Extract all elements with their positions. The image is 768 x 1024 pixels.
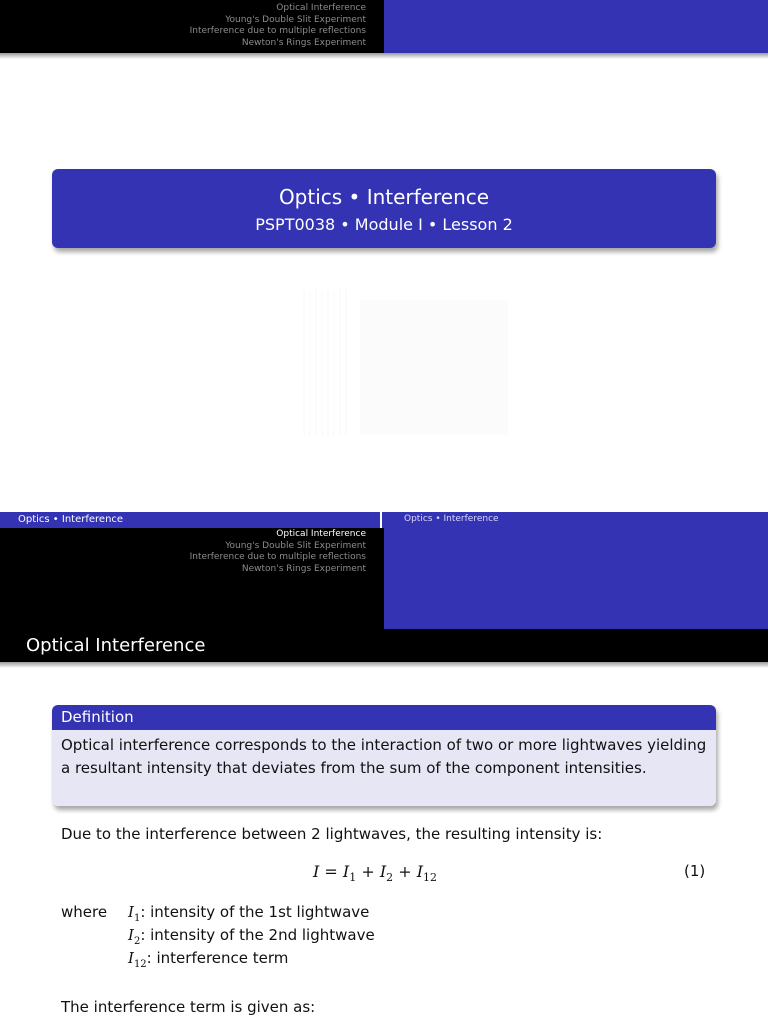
section-navigation bbox=[0, 0, 768, 53]
faint-watermark-logo bbox=[300, 285, 512, 440]
term-row-3 bbox=[128, 947, 288, 976]
outro-text: The interference term is given as: bbox=[61, 998, 316, 1016]
where-label: where bbox=[61, 903, 108, 921]
section-list bbox=[0, 528, 384, 629]
intensity-equation: $I = I_1 + I_2 + I_{12}$ bbox=[313, 862, 438, 885]
section-list bbox=[0, 0, 384, 53]
frame-title-bar bbox=[0, 629, 768, 662]
nav-section-newtons-rings[interactable]: Newton's Rings Experiment bbox=[241, 563, 366, 574]
nav-section-optical-interference[interactable]: Optical Interference bbox=[276, 3, 366, 13]
definition-title: Definition bbox=[52, 705, 716, 730]
nav-section-multiple-reflections[interactable]: Interference due to multiple reflections bbox=[189, 552, 366, 562]
headline-title-right: Optics • Interference bbox=[380, 512, 768, 528]
intro-text: Due to the interference between 2 lightwaves, the resulting intensity is: bbox=[61, 825, 603, 843]
nav-right-panel bbox=[384, 0, 768, 53]
term-desc: : intensity of the 2nd lightwave bbox=[140, 926, 375, 944]
nav-section-youngs-double-slit[interactable]: Young's Double Slit Experiment bbox=[225, 14, 366, 25]
definition-block bbox=[52, 705, 716, 806]
section-navigation bbox=[0, 528, 768, 629]
nav-right-panel bbox=[384, 528, 768, 629]
title-block bbox=[52, 169, 716, 248]
nav-section-youngs-double-slit[interactable]: Young's Double Slit Experiment bbox=[225, 540, 366, 551]
equation-number: (1) bbox=[684, 862, 706, 880]
frame-title-shadow bbox=[0, 662, 768, 668]
term-desc: : intensity of the 1st lightwave bbox=[140, 903, 370, 921]
term-var: $I_2$ bbox=[128, 926, 141, 947]
presentation-subtitle: PSPT0038 • Module I • Lesson 2 bbox=[255, 215, 513, 234]
definition-body: Optical interference corresponds to the interaction of two or more lightwaves yielding a resultant intensity that deviates from the sum of the component intensities. bbox=[52, 730, 716, 806]
header-shadow bbox=[0, 53, 768, 59]
frame-title: Optical Interference bbox=[26, 635, 206, 656]
presentation-title: Optics • Interference bbox=[278, 185, 490, 209]
nav-section-multiple-reflections[interactable]: Interference due to multiple reflections bbox=[189, 26, 366, 36]
slide-optical-interference bbox=[0, 512, 768, 1024]
headline-bar bbox=[0, 512, 768, 528]
term-var: $I_{12}$ bbox=[128, 949, 147, 970]
headline-title-left: Optics • Interference bbox=[0, 512, 380, 528]
nav-section-optical-interference[interactable]: Optical Interference bbox=[276, 529, 366, 539]
nav-section-newtons-rings[interactable]: Newton's Rings Experiment bbox=[241, 37, 366, 48]
term-var: $I_1$ bbox=[128, 903, 141, 924]
term-desc: : interference term bbox=[146, 949, 289, 967]
